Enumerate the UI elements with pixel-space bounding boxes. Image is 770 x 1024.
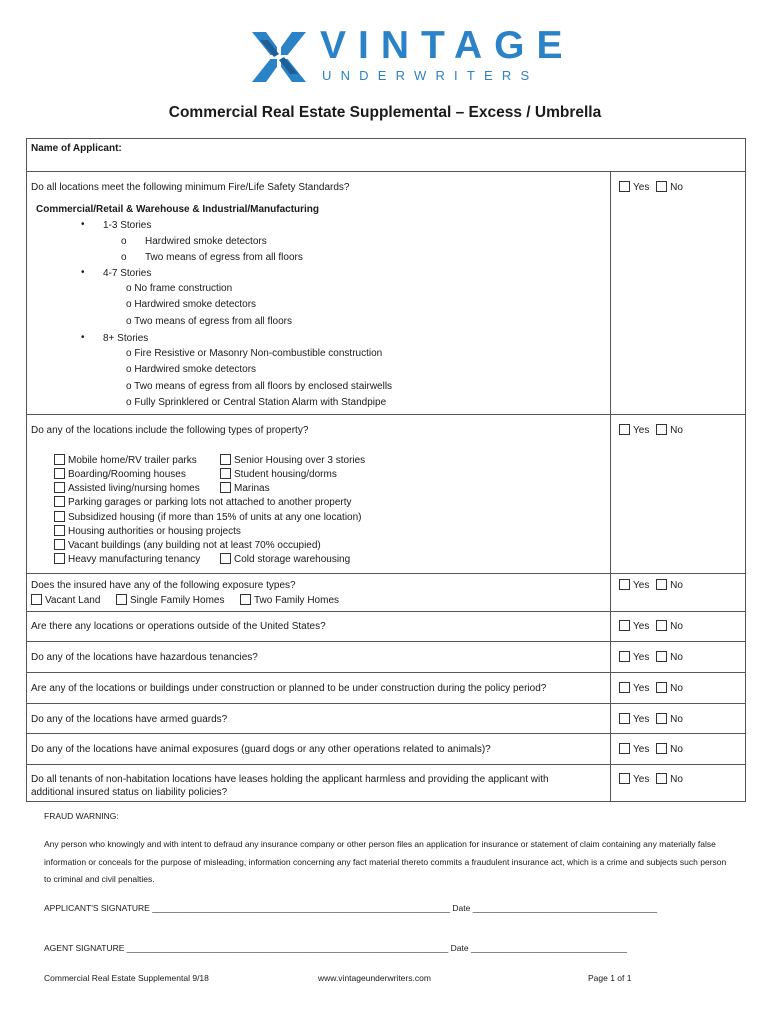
yes-checkbox[interactable] [619, 620, 630, 631]
document-title: Commercial Real Estate Supplemental – Excess / Umbrella [168, 104, 602, 121]
property-checkbox[interactable] [54, 482, 65, 493]
footer-form-id: Commercial Real Estate Supplemental 9/18 [44, 973, 209, 983]
exposure-option: Vacant Land [31, 594, 100, 607]
sub-bullet-icon: o [121, 236, 127, 247]
applicant-row [27, 139, 745, 171]
standard-item: o No frame construction [126, 283, 233, 294]
question-text-line-2: additional insured status on liability policies? [31, 787, 228, 798]
no-checkbox[interactable] [656, 743, 667, 754]
property-checkbox[interactable] [54, 511, 65, 522]
yes-no-answer [619, 181, 687, 194]
company-logo [248, 24, 575, 88]
question-text: Are any of the locations or buildings under construction or planned to be under construction during the policy period? [31, 683, 547, 694]
yes-checkbox[interactable] [619, 773, 630, 784]
agent-signature-line[interactable]: AGENT SIGNATURE ____________________________________________________________________ Date _________________________________ [44, 943, 627, 953]
property-option: Boarding/Rooming houses [54, 468, 186, 481]
property-checkbox[interactable] [220, 482, 231, 493]
standard-group-label: 8+ Stories [103, 333, 149, 344]
question-text: Do all locations meet the following minimum Fire/Life Safety Standards? [31, 182, 350, 193]
no-label: No [670, 580, 683, 591]
question-row-property-types [27, 414, 745, 573]
no-label: No [670, 182, 683, 193]
snowflake-logo-icon [248, 26, 310, 88]
question-row-armed-guards [27, 703, 745, 733]
standard-group-label: 1-3 Stories [103, 220, 152, 231]
yes-label: Yes [633, 744, 650, 755]
question-text: Do any of the locations have armed guards? [31, 714, 228, 725]
question-text: Do any of the locations have animal exposures (guard dogs or any other operations related to animals)? [31, 744, 491, 755]
no-label: No [670, 714, 683, 725]
property-option: Housing authorities or housing projects [54, 525, 241, 538]
no-label: No [670, 425, 683, 436]
no-label: No [670, 652, 683, 663]
standard-item: o Fire Resistive or Masonry Non-combustible construction [126, 348, 383, 359]
property-checkbox[interactable] [54, 468, 65, 479]
bullet-icon: • [81, 267, 85, 278]
no-checkbox[interactable] [656, 651, 667, 662]
applicant-name-label: Name of Applicant: [31, 143, 122, 154]
applicant-signature-line[interactable]: APPLICANT'S SIGNATURE _______________________________________________________________ Date _______________________________________ [44, 903, 658, 913]
property-option: Mobile home/RV trailer parks [54, 454, 197, 467]
question-text-line-1: Do all tenants of non-habitation locations have leases holding the applicant harmless and providing the applicant with [31, 774, 549, 785]
property-option: Student housing/dorms [220, 468, 337, 481]
fraud-warning-title: FRAUD WARNING: [44, 811, 119, 821]
yes-label: Yes [633, 621, 650, 632]
yes-label: Yes [633, 683, 650, 694]
questionnaire-table [26, 138, 746, 802]
yes-checkbox[interactable] [619, 579, 630, 590]
property-checkbox[interactable] [220, 468, 231, 479]
property-checkbox[interactable] [54, 454, 65, 465]
no-checkbox[interactable] [656, 620, 667, 631]
property-option: Parking garages or parking lots not attached to another property [54, 496, 352, 509]
footer-page-number: Page 1 of 1 [588, 973, 632, 983]
no-label: No [670, 621, 683, 632]
standard-item: Hardwired smoke detectors [145, 236, 267, 247]
no-label: No [670, 774, 683, 785]
yes-no-answer [619, 424, 687, 437]
standard-item: o Hardwired smoke detectors [126, 299, 257, 310]
standard-group-label: 4-7 Stories [103, 268, 152, 279]
yes-checkbox[interactable] [619, 743, 630, 754]
yes-label: Yes [633, 652, 650, 663]
yes-checkbox[interactable] [619, 651, 630, 662]
logo-subtitle: UNDERWRITERS [322, 68, 539, 83]
exposure-option: Single Family Homes [116, 594, 224, 607]
question-text: Are there any locations or operations outside of the United States? [31, 621, 326, 632]
no-label: No [670, 744, 683, 755]
no-checkbox[interactable] [656, 579, 667, 590]
property-checkbox[interactable] [220, 454, 231, 465]
yes-no-answer [619, 682, 687, 695]
logo-wordmark: VINTAGE [320, 24, 575, 67]
question-text: Do any of the locations include the following types of property? [31, 425, 309, 436]
standard-item: Two means of egress from all floors [145, 252, 303, 263]
yes-label: Yes [633, 425, 650, 436]
yes-checkbox[interactable] [619, 181, 630, 192]
property-checkbox[interactable] [54, 496, 65, 507]
yes-label: Yes [633, 580, 650, 591]
property-option: Assisted living/nursing homes [54, 482, 200, 495]
yes-no-answer [619, 773, 687, 786]
no-checkbox[interactable] [656, 773, 667, 784]
yes-label: Yes [633, 182, 650, 193]
exposure-checkbox[interactable] [116, 594, 127, 605]
bullet-icon: • [81, 332, 85, 343]
question-text: Do any of the locations have hazardous tenancies? [31, 652, 258, 663]
property-option: Cold storage warehousing [220, 553, 350, 566]
yes-no-answer [619, 713, 687, 726]
no-checkbox[interactable] [656, 424, 667, 435]
yes-checkbox[interactable] [619, 682, 630, 693]
sub-bullet-icon: o [121, 252, 127, 263]
footer-website: www.vintageunderwriters.com [318, 973, 431, 983]
exposure-option: Two Family Homes [240, 594, 339, 607]
yes-label: Yes [633, 774, 650, 785]
no-checkbox[interactable] [656, 181, 667, 192]
property-option: Marinas [220, 482, 270, 495]
yes-checkbox[interactable] [619, 424, 630, 435]
question-row-tenant-leases [27, 764, 745, 801]
question-row-animal-exposures [27, 733, 745, 764]
property-option: Subsidized housing (if more than 15% of units at any one location) [54, 511, 362, 524]
question-row-exposure-types [27, 573, 745, 611]
standard-item: o Hardwired smoke detectors [126, 364, 257, 375]
question-row-fire-safety [27, 171, 745, 414]
fraud-warning-text: Any person who knowingly and with intent to defraud any insurance company or other person files an application for insurance or statement of claim containing any materially false information or conceals for the purpose of misleading, information concerning any fact material thereto commits a fraudulent insurance act, which is a crime and subjects such person to criminal and civil penalties. [44, 839, 727, 884]
standard-item: o Fully Sprinklered or Central Station Alarm with Standpipe [126, 397, 387, 408]
property-option: Senior Housing over 3 stories [220, 454, 365, 467]
property-checkbox[interactable] [54, 553, 65, 564]
question-row-hazardous-tenancies [27, 641, 745, 672]
property-option: Vacant buildings (any building not at least 70% occupied) [54, 539, 321, 552]
yes-no-answer [619, 579, 687, 592]
question-row-foreign-operations [27, 611, 745, 641]
standard-item: o Two means of egress from all floors by enclosed stairwells [126, 381, 393, 392]
yes-no-answer [619, 620, 687, 633]
yes-checkbox[interactable] [619, 713, 630, 724]
no-checkbox[interactable] [656, 682, 667, 693]
yes-no-answer [619, 743, 687, 756]
standard-item: o Two means of egress from all floors [126, 316, 292, 327]
yes-no-answer [619, 651, 687, 664]
property-checkbox[interactable] [220, 553, 231, 564]
property-checkbox[interactable] [54, 525, 65, 536]
exposure-checkbox[interactable] [240, 594, 251, 605]
question-row-construction [27, 672, 745, 703]
property-option: Heavy manufacturing tenancy [54, 553, 200, 566]
yes-label: Yes [633, 714, 650, 725]
exposure-checkbox[interactable] [31, 594, 42, 605]
no-checkbox[interactable] [656, 713, 667, 724]
property-checkbox[interactable] [54, 539, 65, 550]
bullet-icon: • [81, 219, 85, 230]
standards-heading: Commercial/Retail & Warehouse & Industrial/Manufacturing [36, 204, 320, 215]
no-label: No [670, 683, 683, 694]
question-text: Does the insured have any of the following exposure types? [31, 580, 296, 591]
